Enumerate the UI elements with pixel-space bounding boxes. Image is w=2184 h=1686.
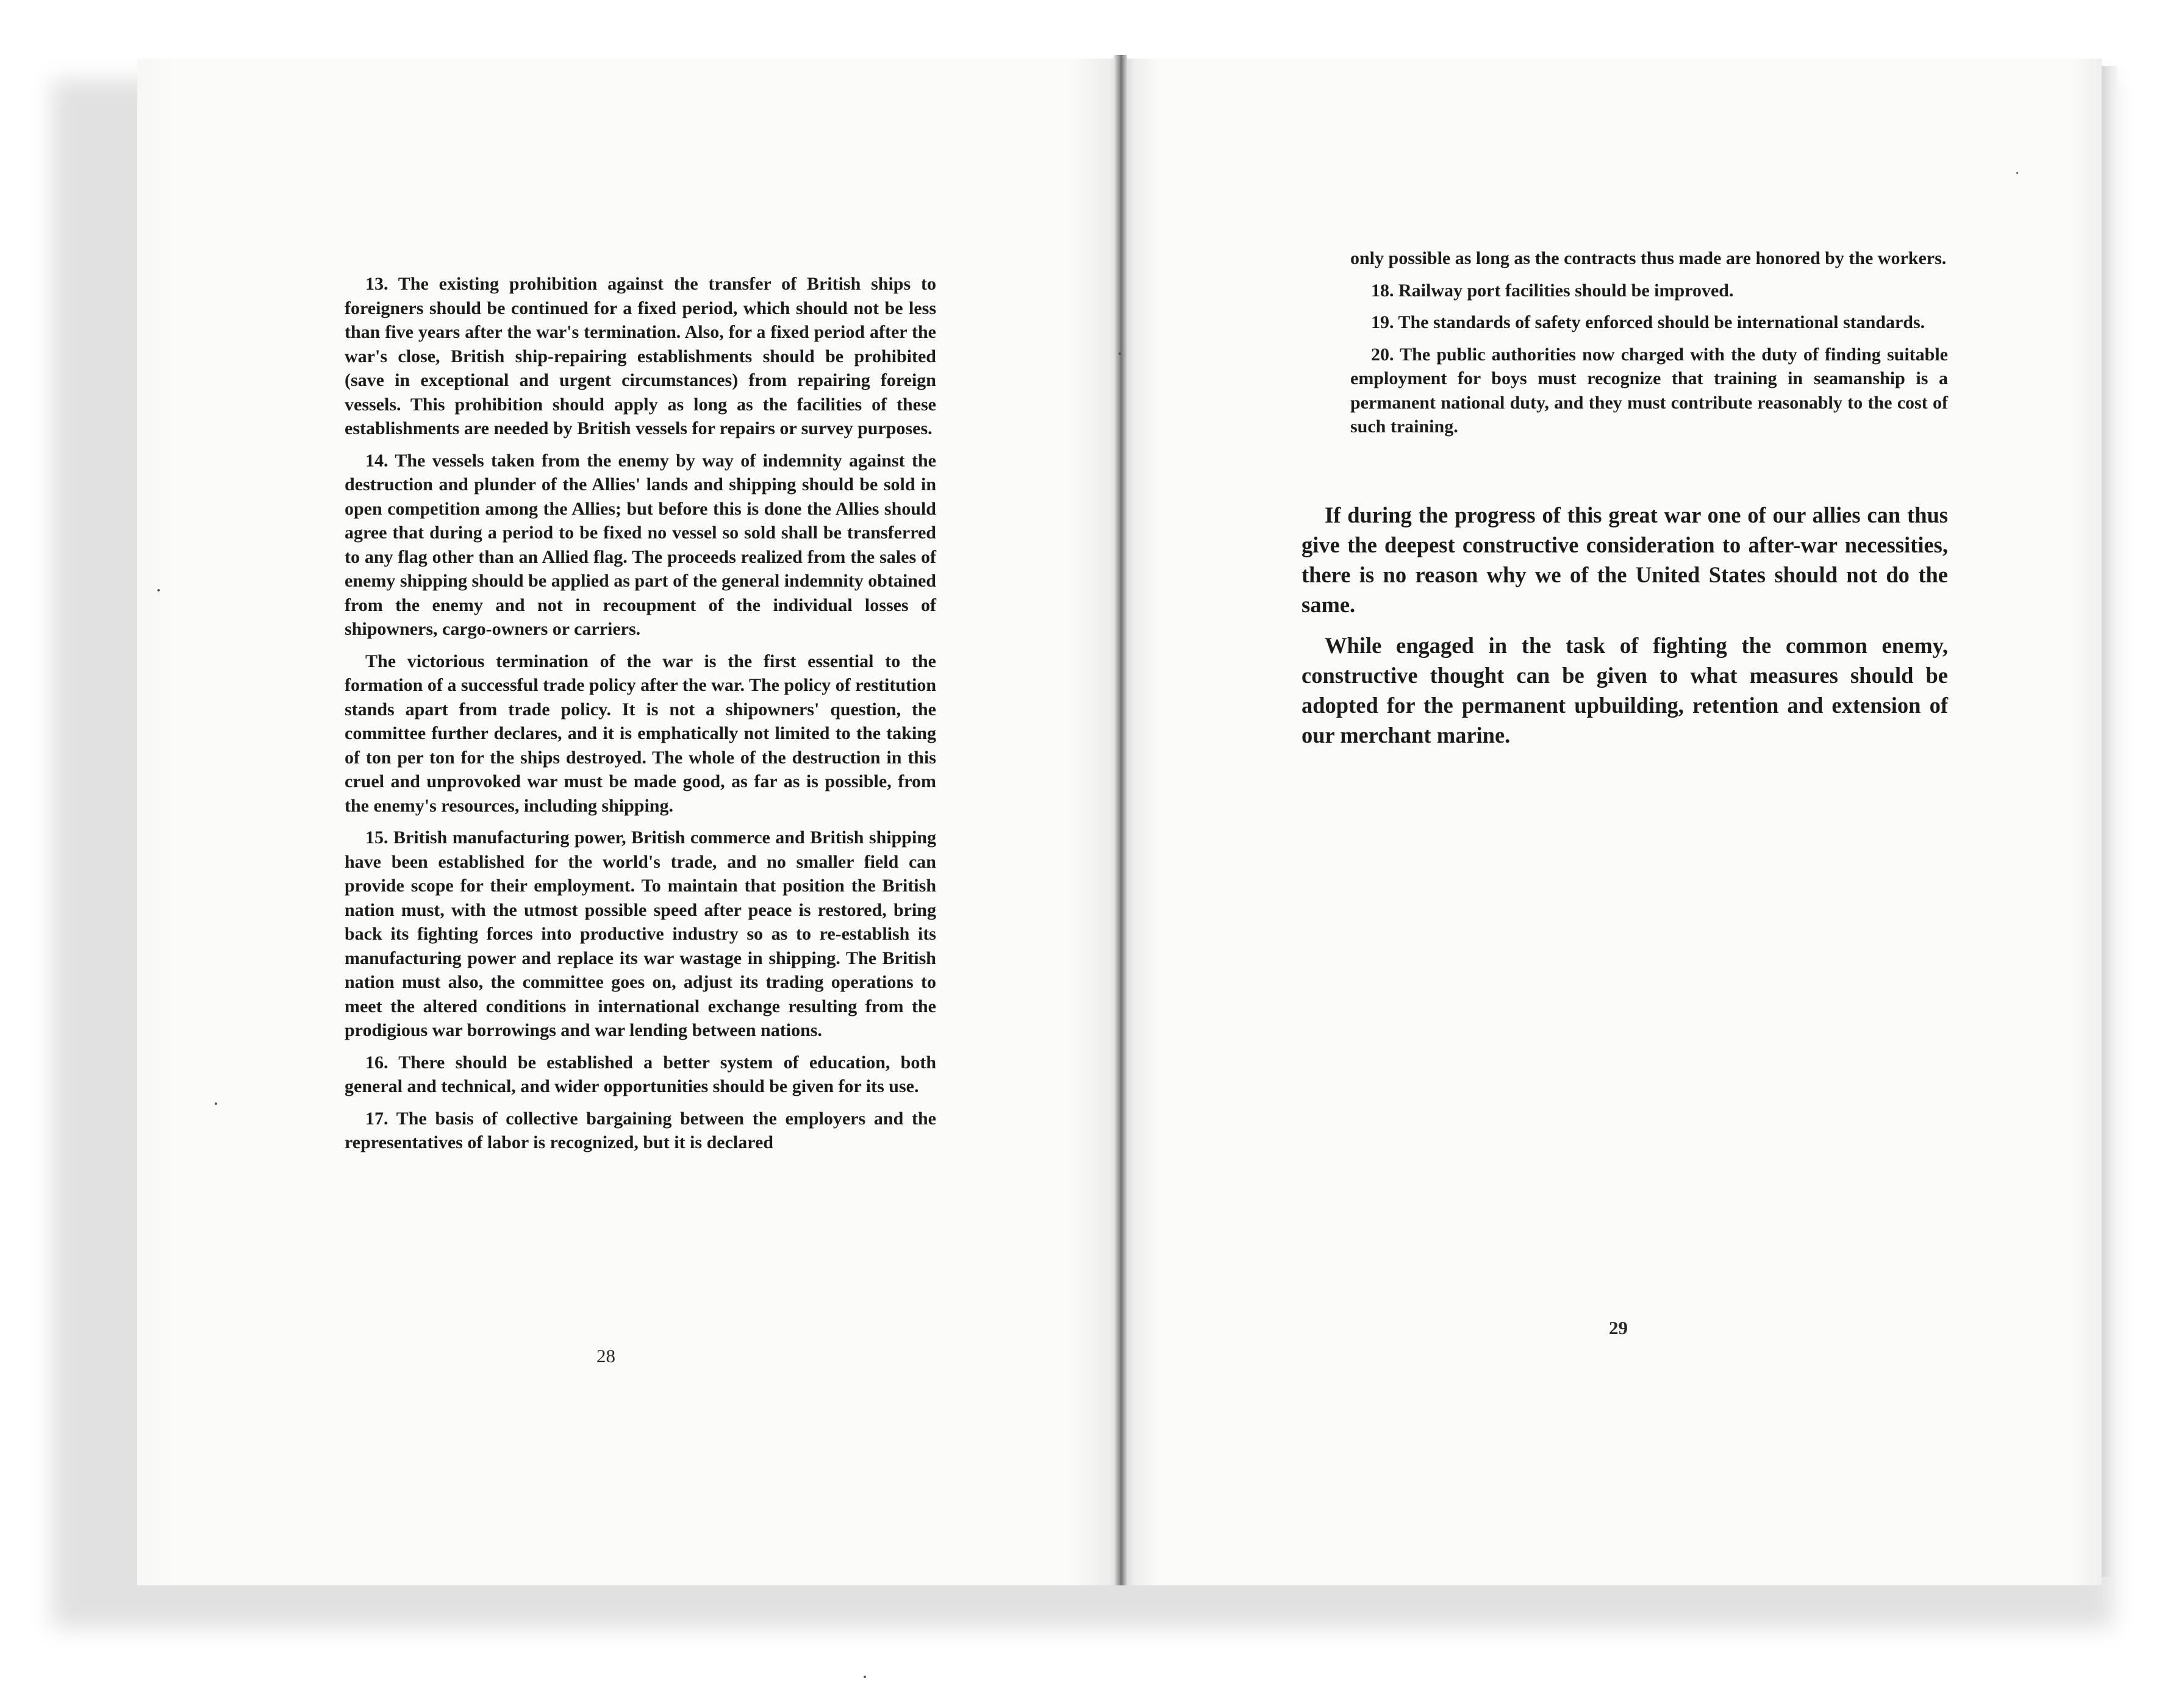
paragraph-merchant-marine: While engaged in the task of fighting the common enemy, constructive thought can be given to what measures should be adopted for the permanent upbuilding, retention and extension of our merchant marine. [1301, 633, 1948, 748]
paragraph-16: 16. There should be established a better system of education, both general and technical, and wider opportunities should be given for its use. [345, 1052, 936, 1096]
right-page-large-text [1301, 500, 1948, 761]
paragraph-14: 14. The vessels taken from the enemy by way of indemnity against the destruction and plunder of the Allies' lands and shipping should be sold in open competition among the Allies; but before this is done the Allies should agree that during a period to be fixed no vessel so sold shall be transferred to any flag other than an Allied flag. The proceeds realized from the sales of enemy shipping should be applied as part of the general indemnity obtained from the enemy and not in recoupment of the individual losses of shipowners, cargo-owners or carriers. [345, 450, 936, 639]
dust-speck [1119, 352, 1121, 355]
page-number-left: 28 [596, 1345, 615, 1366]
dust-speck [157, 589, 160, 591]
dust-speck [2016, 172, 2018, 174]
paragraph-15: 15. British manufacturing power, British commerce and British shipping have been established for the world's trade, and no smaller field can provide scope for their employment. To maintain that position the British nation must, with the utmost possible speed after peace is restored, bring back its fighting forces into productive industry so as to re-establish its manufacturing power and replace its war wastage in shipping. The British nation must also, the committee goes on, adjust its trading operations to meet the altered conditions in international exchange resulting from the prodigious war borrowings and war lending between nations. [345, 827, 936, 1040]
left-page-text [345, 272, 936, 1163]
dust-speck [215, 1102, 217, 1105]
dust-speck [864, 1676, 866, 1678]
paragraph-restitution: The victorious termination of the war is the first essential to the formation of a successful trade policy after the war. The policy of restitution stands apart from trade policy. It is not a shipowners' question, the committee further declares, and it is emphatically not limited to the taking of ton per ton for the ships destroyed. The whole of the destruction in this cruel and unprovoked war must be made good, as far as is possible, from the enemy's resources, including shipping. [345, 651, 936, 816]
right-page-small-text [1350, 246, 1948, 447]
paragraph-17-continued: only possible as long as the contracts thus made are honored by the workers. [1350, 248, 1947, 268]
page-number-right: 29 [1609, 1317, 1628, 1338]
book-spine [1114, 55, 1127, 1585]
paragraph-allies: If during the progress of this great war one of our allies can thus give the deepest constructive consideration to after-war necessities, there is no reason why we of the United States should not do the same. [1301, 502, 1948, 617]
paragraph-18: 18. Railway port facilities should be improved. [1371, 280, 1734, 301]
page-edge [2102, 66, 2118, 1577]
paragraph-13: 13. The existing prohibition against the transfer of British ships to foreigners should be continued for a fixed period, which should not be less than five years after the war's termination. Also, for a fixed period after the war's close, British ship-repairing establishments should be prohibited (save in exceptional and urgent circumstances) from repairing foreign vessels. This prohibition should apply as long as the facilities of these establishments are needed by British vessels for repairs or survey purposes. [345, 274, 936, 438]
paragraph-19: 19. The standards of safety enforced should be international standards. [1371, 312, 1925, 332]
paragraph-17: 17. The basis of collective bargaining between the employers and the representatives of labor is recognized, but it is declared [345, 1108, 936, 1152]
paragraph-20: 20. The public authorities now charged with the duty of finding suitable employment for boys must recognize that training in seamanship is a permanent national duty, and they must contribute reasonably to the cost of such training. [1350, 344, 1948, 437]
